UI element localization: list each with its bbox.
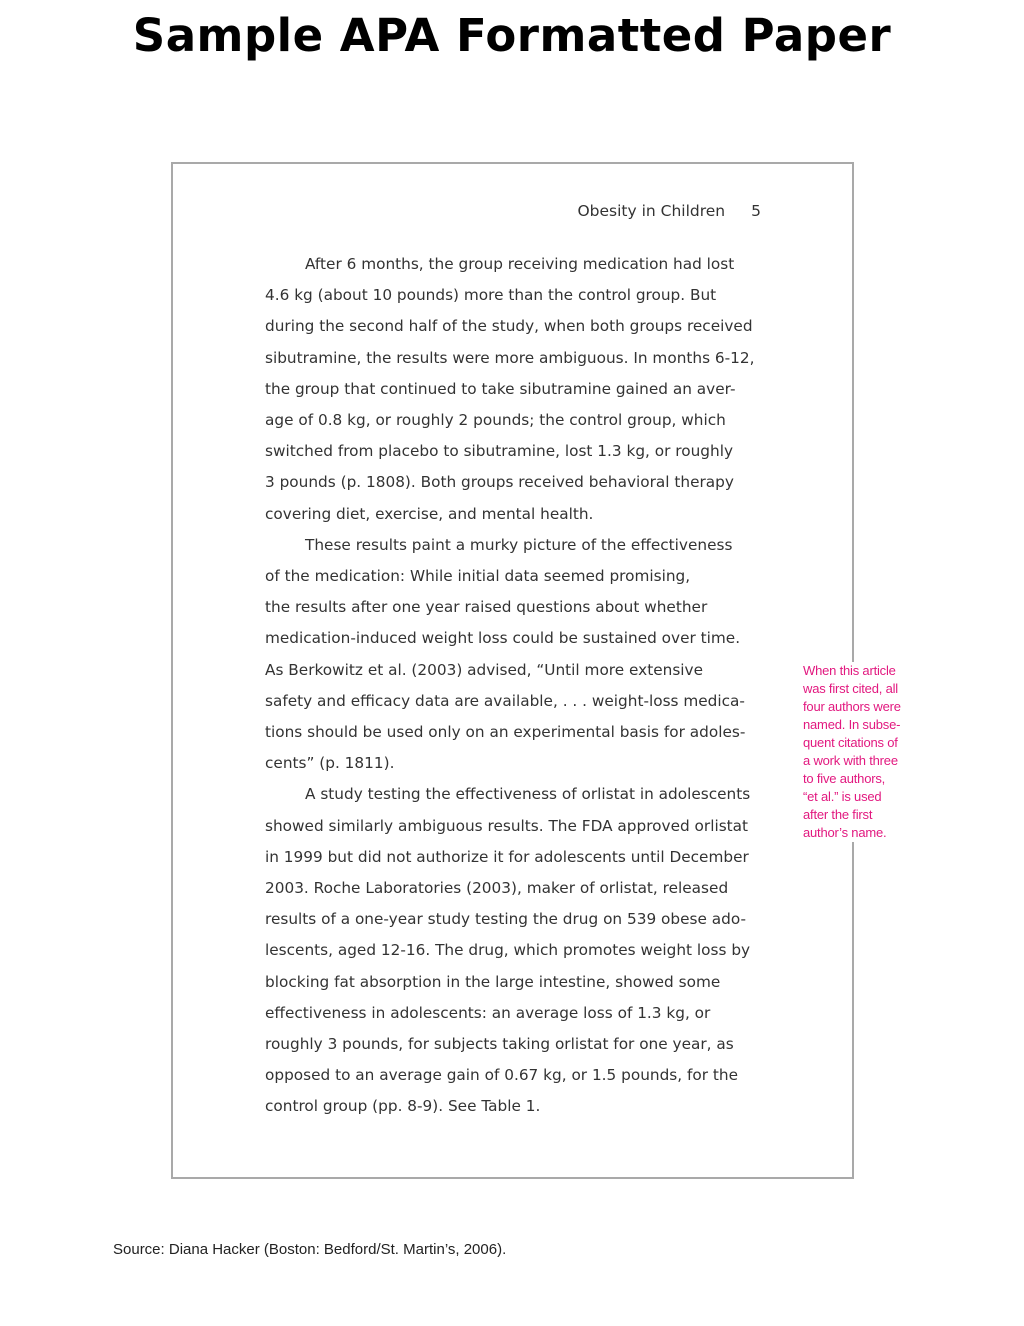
source-citation: Source: Diana Hacker (Boston: Bedford/St. Martin’s, 2006).	[113, 1241, 507, 1258]
text-line: These results paint a murky picture of the effectiveness	[305, 535, 733, 554]
text-line: 4.6 kg (about 10 pounds) more than the control group. But	[265, 286, 717, 305]
running-head	[173, 202, 761, 220]
text-line: control group (pp. 8-9). See Table 1.	[265, 1097, 541, 1116]
paper-page	[171, 162, 854, 1179]
text-line: results of a one-year study testing the drug on 539 obese ado-	[265, 910, 747, 929]
text-line: After 6 months, the group receiving medication had lost	[305, 255, 735, 273]
margin-note-line: quent citations of	[803, 735, 898, 750]
margin-note-line: to five authors,	[803, 771, 886, 786]
text-line: blocking fat absorption in the large intestine, showed some	[265, 972, 721, 991]
text-line: covering diet, exercise, and mental health.	[265, 504, 594, 523]
margin-annotation	[803, 662, 923, 842]
text-line: As Berkowitz et al. (2003) advised, “Until more extensive	[265, 660, 704, 679]
text-line: 2003. Roche Laboratories (2003), maker of orlistat, released	[265, 879, 729, 898]
margin-note-line: “et al.” is used	[803, 789, 882, 804]
margin-note-line: four authors were	[803, 699, 901, 714]
text-line: cents” (p. 1811).	[265, 754, 395, 773]
text-line: 3 pounds (p. 1808). Both groups received behavioral therapy	[265, 473, 734, 492]
body-text	[265, 249, 785, 1123]
margin-note-line: after the first	[803, 807, 873, 822]
text-line: sibutramine, the results were more ambiguous. In months 6-12,	[265, 348, 755, 367]
text-line: A study testing the effectiveness of orlistat in adolescents	[305, 785, 751, 804]
text-line: showed similarly ambiguous results. The FDA approved orlistat	[265, 816, 749, 835]
margin-note-line: was first cited, all	[803, 681, 898, 696]
text-line: the group that continued to take sibutramine gained an aver-	[265, 379, 736, 398]
slide-title: Sample APA Formatted Paper	[132, 9, 892, 62]
text-line: opposed to an average gain of 0.67 kg, or 1.5 pounds, for the	[265, 1066, 739, 1085]
margin-note-line: a work with three	[803, 753, 898, 768]
text-line: the results after one year raised questions about whether	[265, 598, 708, 617]
text-line: effectiveness in adolescents: an average loss of 1.3 kg, or	[265, 1003, 711, 1022]
margin-note-line: author’s name.	[803, 825, 887, 840]
margin-note-line: When this article	[803, 663, 896, 678]
running-head-title: Obesity in Children	[577, 202, 726, 220]
margin-note-line: named. In subse-	[803, 717, 901, 732]
text-line: switched from placebo to sibutramine, lost 1.3 kg, or roughly	[265, 442, 733, 461]
text-line: of the medication: While initial data seemed promising,	[265, 567, 691, 586]
text-line: lescents, aged 12-16. The drug, which promotes weight loss by	[265, 941, 751, 960]
text-line: safety and efficacy data are available, . . . weight-loss medica-	[265, 691, 745, 710]
text-line: roughly 3 pounds, for subjects taking orlistat for one year, as	[265, 1035, 734, 1054]
page-number: 5	[751, 202, 761, 220]
text-line: medication-induced weight loss could be sustained over time.	[265, 629, 741, 648]
text-line: tions should be used only on an experimental basis for adoles-	[265, 723, 746, 742]
text-line: during the second half of the study, when both groups received	[265, 317, 753, 336]
text-line: in 1999 but did not authorize it for adolescents until December	[265, 847, 749, 866]
text-line: age of 0.8 kg, or roughly 2 pounds; the control group, which	[265, 411, 726, 430]
